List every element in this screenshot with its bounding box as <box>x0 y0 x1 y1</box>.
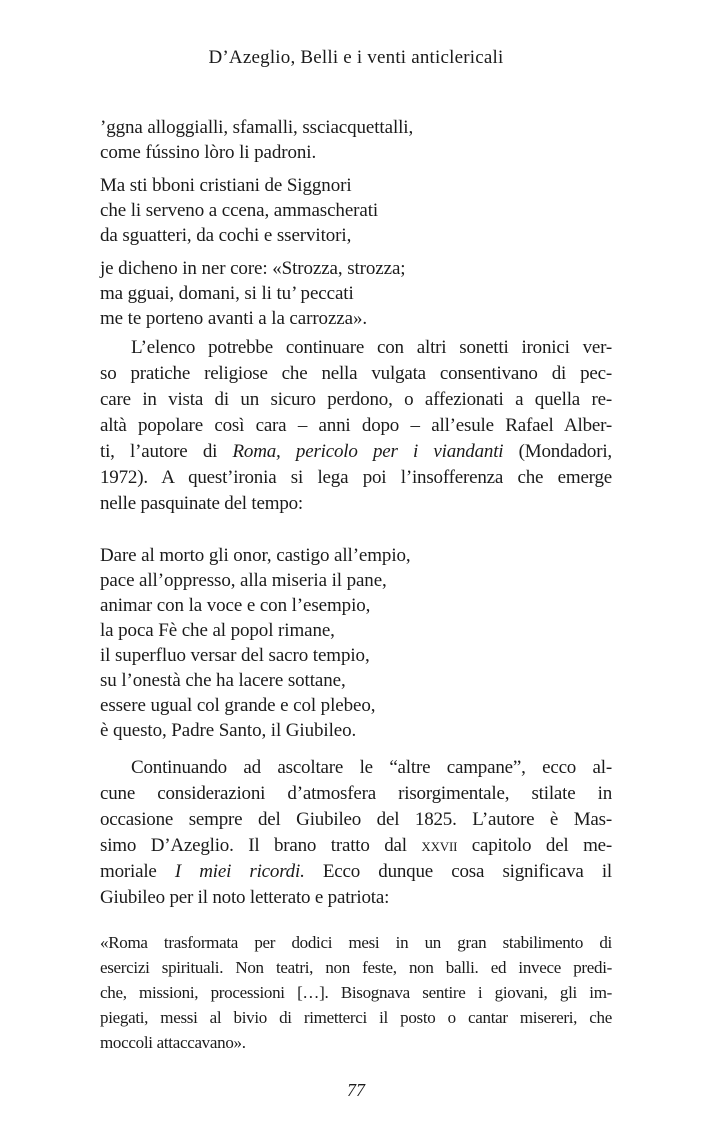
paragraph-elenco <box>100 335 612 517</box>
poem-line: come fússino lòro li padroni. <box>100 142 317 163</box>
quote-line: piegati, messi al bivio di rimetterci il posto o cantar misereri, che <box>100 1008 612 1027</box>
body-line: altà popolare così cara – anni dopo – all’esule Rafael Alber- <box>100 415 612 436</box>
paragraph-continuando <box>100 755 612 911</box>
poem-line: la poca Fè che al popol rimane, <box>100 620 335 641</box>
poem-line: essere ugual col grande e col plebeo, <box>100 695 376 716</box>
body-text-segment: simo D’Azeglio. Il brano tratto dal <box>100 835 422 856</box>
block-quote <box>100 930 612 1055</box>
poem-line: da sguatteri, da cochi e sservitori, <box>100 225 352 246</box>
body-line: Continuando ad ascoltare le “altre campane”, ecco al- <box>131 757 612 778</box>
body-line: occasione sempre del Giubileo del 1825. L’autore è Mas- <box>100 809 612 830</box>
poem-line: Dare al morto gli onor, castigo all’empio, <box>100 545 411 566</box>
poem-line: che li serveno a ccena, ammascherati <box>100 200 379 221</box>
quote-line: che, missioni, processioni […]. Bisognava sentire i giovani, gli im- <box>100 983 612 1002</box>
body-line: 1972). A quest’ironia si lega poi l’insofferenza che emerge <box>100 467 612 488</box>
body-line: cune considerazioni d’atmosfera risorgimentale, stilate in <box>100 783 612 804</box>
italic-book-title: I miei ricordi. <box>174 861 305 882</box>
quote-line: esercizi spirituali. Non teatri, non feste, non balli. ed invece predi- <box>100 958 612 977</box>
quote-line: moccoli attaccavano». <box>100 1033 246 1052</box>
body-text-segment: ti, l’autore di <box>100 441 233 462</box>
poem-line: je dicheno in ner core: «Strozza, strozza; <box>100 258 406 279</box>
body-line: care in vista di un sicuro perdono, o affezionati a quella re- <box>100 389 612 410</box>
body-line: nelle pasquinate del tempo: <box>100 493 304 514</box>
poem-line: è questo, Padre Santo, il Giubileo. <box>100 720 357 741</box>
poem-stanza <box>100 173 612 248</box>
body-text-segment: (Mondadori, <box>503 441 612 462</box>
body-line: Giubileo per il noto letterato e patriota: <box>100 887 390 908</box>
poem-line: Ma sti bboni cristiani de Siggnori <box>100 175 352 196</box>
body-text-segment: capitolo del me- <box>457 835 613 856</box>
body-line: so pratiche religiose che nella vulgata consentivano di pec- <box>100 363 612 384</box>
poem-pasquinata <box>100 543 612 743</box>
poem-line: pace all’oppresso, alla miseria il pane, <box>100 570 387 591</box>
italic-book-title: Roma, pericolo per i viandanti <box>232 441 504 462</box>
text-column <box>100 0 612 1103</box>
running-header: D’Azeglio, Belli e i venti anticlericali <box>208 47 504 68</box>
small-caps-chapter-number: xxvii <box>421 835 458 856</box>
poem-line: ma gguai, domani, si li tu’ peccati <box>100 283 354 304</box>
poem-line: su l’onestà che ha lacere sottane, <box>100 670 346 691</box>
quote-line: «Roma trasformata per dodici mesi in un gran stabilimento di <box>100 933 612 952</box>
poem-line: me te porteno avanti a la carrozza». <box>100 308 368 329</box>
page-number: 77 <box>347 1080 365 1100</box>
poem-sonnet <box>100 115 612 331</box>
body-line <box>100 833 612 859</box>
body-text-segment: moriale <box>100 861 175 882</box>
body-text-segment: Ecco dunque cosa significava il <box>304 861 612 882</box>
body-line: L’elenco potrebbe continuare con altri sonetti ironici ver- <box>131 337 612 358</box>
poem-line: animar con la voce e con l’esempio, <box>100 595 371 616</box>
poem-stanza <box>100 256 612 331</box>
body-line <box>100 439 612 465</box>
poem-stanza <box>100 115 612 165</box>
poem-line: il superfluo versar del sacro tempio, <box>100 645 370 666</box>
poem-line: ’ggna alloggialli, sfamalli, ssciacquettalli, <box>100 117 414 138</box>
body-line <box>100 859 612 885</box>
